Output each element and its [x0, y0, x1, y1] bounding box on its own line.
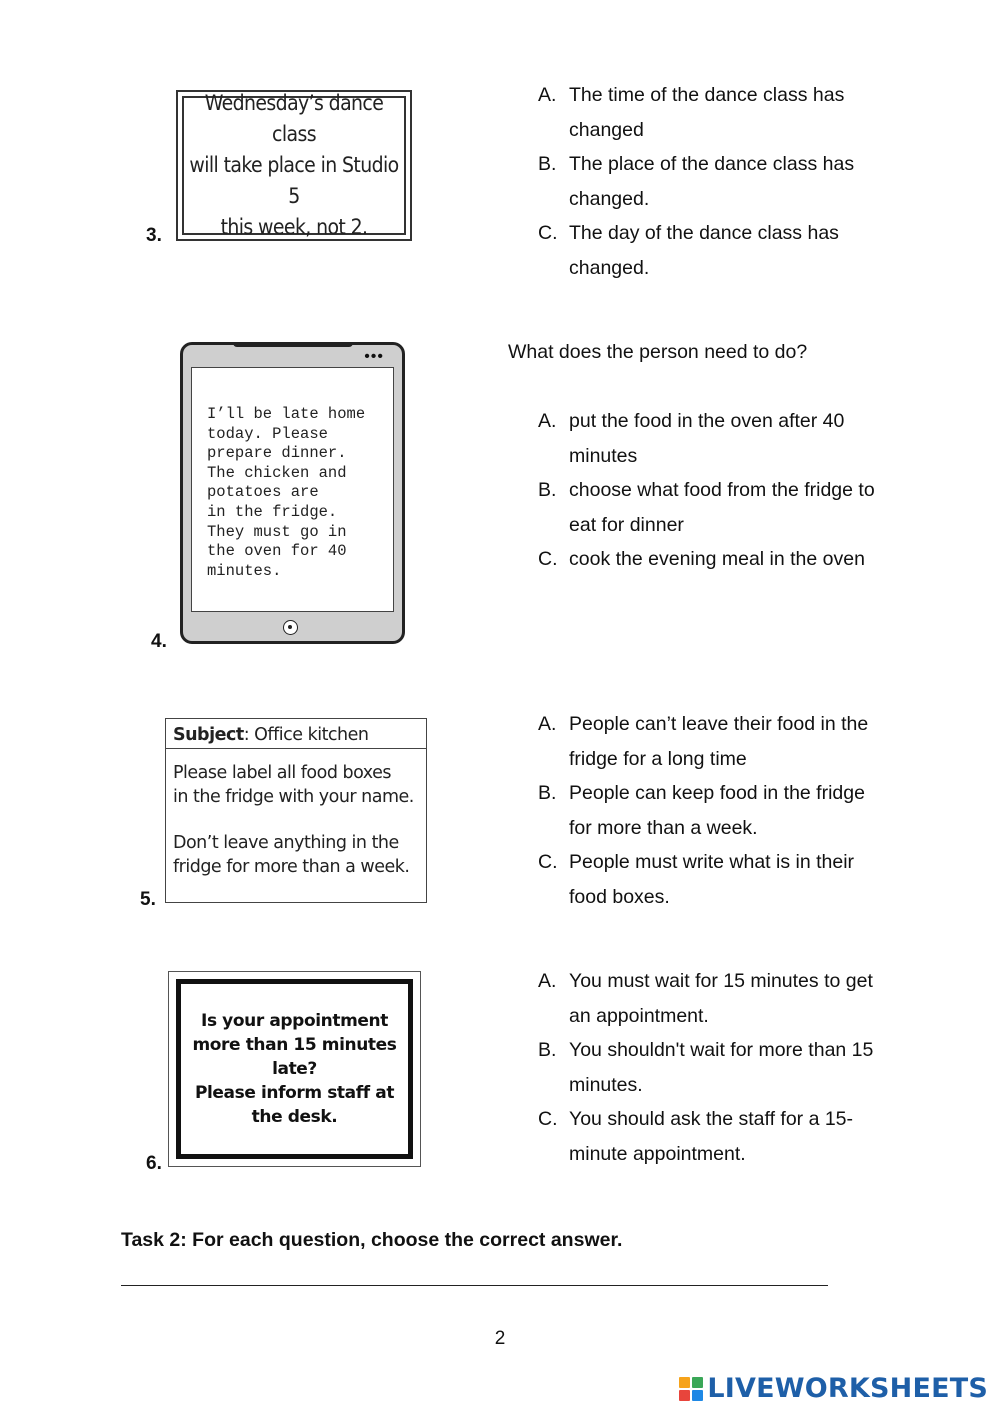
option-letter: C. — [538, 222, 558, 245]
q5-option-a[interactable] — [538, 707, 878, 776]
option-text: The place of the dance class has changed. — [569, 153, 855, 210]
dance-class-sign-text — [182, 91, 406, 239]
sign-line: this week, not 2. — [220, 215, 368, 239]
q6-option-c[interactable] — [538, 1102, 878, 1171]
email-line: Don’t leave anything in the — [173, 833, 399, 853]
dance-class-sign — [176, 90, 412, 241]
q4-option-c[interactable] — [538, 542, 878, 577]
message-line: The chicken and — [207, 463, 347, 482]
option-letter: A. — [538, 713, 557, 735]
message-line: They must go in — [207, 522, 347, 541]
liveworksheets-brand — [679, 1373, 988, 1404]
q4-option-b[interactable] — [538, 473, 878, 542]
email-subject — [166, 719, 426, 749]
q4-option-a[interactable] — [538, 404, 878, 473]
liveworksheets-wordmark: LIVEWORKSHEETS — [707, 1373, 988, 1404]
subject-label: Subject — [173, 725, 244, 745]
message-line: I’ll be late home — [207, 405, 366, 423]
q5-option-b[interactable] — [538, 776, 878, 845]
notice-line: more than 15 minutes — [192, 1035, 397, 1055]
liveworksheets-logo-icon — [679, 1377, 703, 1401]
appointment-notice-text — [176, 979, 413, 1159]
tablet-message — [191, 367, 394, 612]
home-button-icon — [283, 620, 298, 635]
logo-tile — [679, 1390, 690, 1401]
option-letter: C. — [538, 1108, 558, 1131]
option-text: People can keep food in the fridge for more than a week. — [569, 782, 865, 839]
option-letter: A. — [538, 410, 557, 432]
q6-option-b[interactable] — [538, 1033, 878, 1102]
option-letter: B. — [538, 153, 557, 176]
question-number-3: 3. — [146, 225, 162, 246]
more-dots-icon: ••• — [364, 348, 384, 365]
q4-question: What does the person need to do? — [508, 341, 808, 363]
option-letter: B. — [538, 479, 557, 502]
appointment-notice — [168, 971, 421, 1167]
message-line: the oven for 40 — [207, 542, 347, 561]
option-letter: C. — [538, 548, 558, 571]
page-number: 2 — [494, 1328, 506, 1349]
office-kitchen-email — [165, 718, 427, 903]
notice-line: Please inform staff at — [194, 1083, 395, 1103]
option-letter: B. — [538, 1039, 557, 1062]
tablet-device — [180, 342, 405, 644]
message-line: in the fridge. — [207, 502, 338, 521]
question-number-4: 4. — [151, 631, 167, 652]
email-body — [166, 749, 426, 879]
q6-options — [538, 964, 878, 1172]
logo-tile — [692, 1377, 703, 1388]
q6-option-a[interactable] — [538, 964, 878, 1033]
q3-option-b[interactable] — [538, 147, 878, 216]
option-text: The time of the dance class has changed — [569, 84, 845, 141]
option-text: You must wait for 15 minutes to get an appointment. — [569, 970, 873, 1027]
message-line: minutes. — [207, 561, 282, 580]
task-2-heading: Task 2: For each question, choose the correct answer. — [121, 1229, 623, 1251]
option-text: People can’t leave their food in the fridge for a long time — [569, 713, 869, 770]
option-text: You should ask the staff for a 15-minute appointment. — [569, 1108, 854, 1165]
option-letter: A. — [538, 970, 557, 992]
email-line: in the fridge with your name. — [173, 787, 414, 807]
option-letter: C. — [538, 851, 558, 874]
notice-line: Is your appointment — [201, 1011, 388, 1031]
sign-line: Wednesday’s dance class — [204, 91, 384, 146]
logo-tile — [692, 1390, 703, 1401]
option-text: cook the evening meal in the oven — [569, 548, 865, 571]
notice-line: late? — [272, 1059, 317, 1079]
q4-options — [538, 404, 878, 577]
q3-option-c[interactable] — [538, 216, 878, 285]
q5-options — [538, 707, 878, 915]
question-number-5: 5. — [140, 889, 156, 910]
logo-tile — [679, 1377, 690, 1388]
option-text: put the food in the oven after 40 minutes — [569, 410, 845, 467]
email-line: fridge for more than a week. — [173, 857, 410, 877]
q3-options — [538, 78, 878, 286]
notice-line: the desk. — [251, 1107, 338, 1127]
subject-value: : Office kitchen — [243, 725, 369, 745]
option-letter: B. — [538, 782, 557, 805]
option-text: People must write what is in their food boxes. — [569, 851, 855, 908]
question-number-6: 6. — [146, 1153, 162, 1174]
option-text: You shouldn't wait for more than 15 minutes. — [569, 1039, 874, 1096]
email-line: Please label all food boxes — [173, 763, 391, 783]
divider-line — [121, 1285, 828, 1286]
message-line: today. Please — [207, 424, 328, 443]
q3-option-a[interactable] — [538, 78, 878, 147]
option-text: The day of the dance class has changed. — [569, 222, 839, 279]
tablet-top-bar — [233, 342, 353, 347]
option-letter: A. — [538, 84, 557, 106]
sign-line: will take place in Studio 5 — [189, 153, 399, 208]
option-text: choose what food from the fridge to eat for dinner — [569, 479, 875, 536]
message-line: prepare dinner. — [207, 444, 347, 463]
message-line: potatoes are — [207, 483, 319, 502]
q5-option-c[interactable] — [538, 845, 878, 914]
